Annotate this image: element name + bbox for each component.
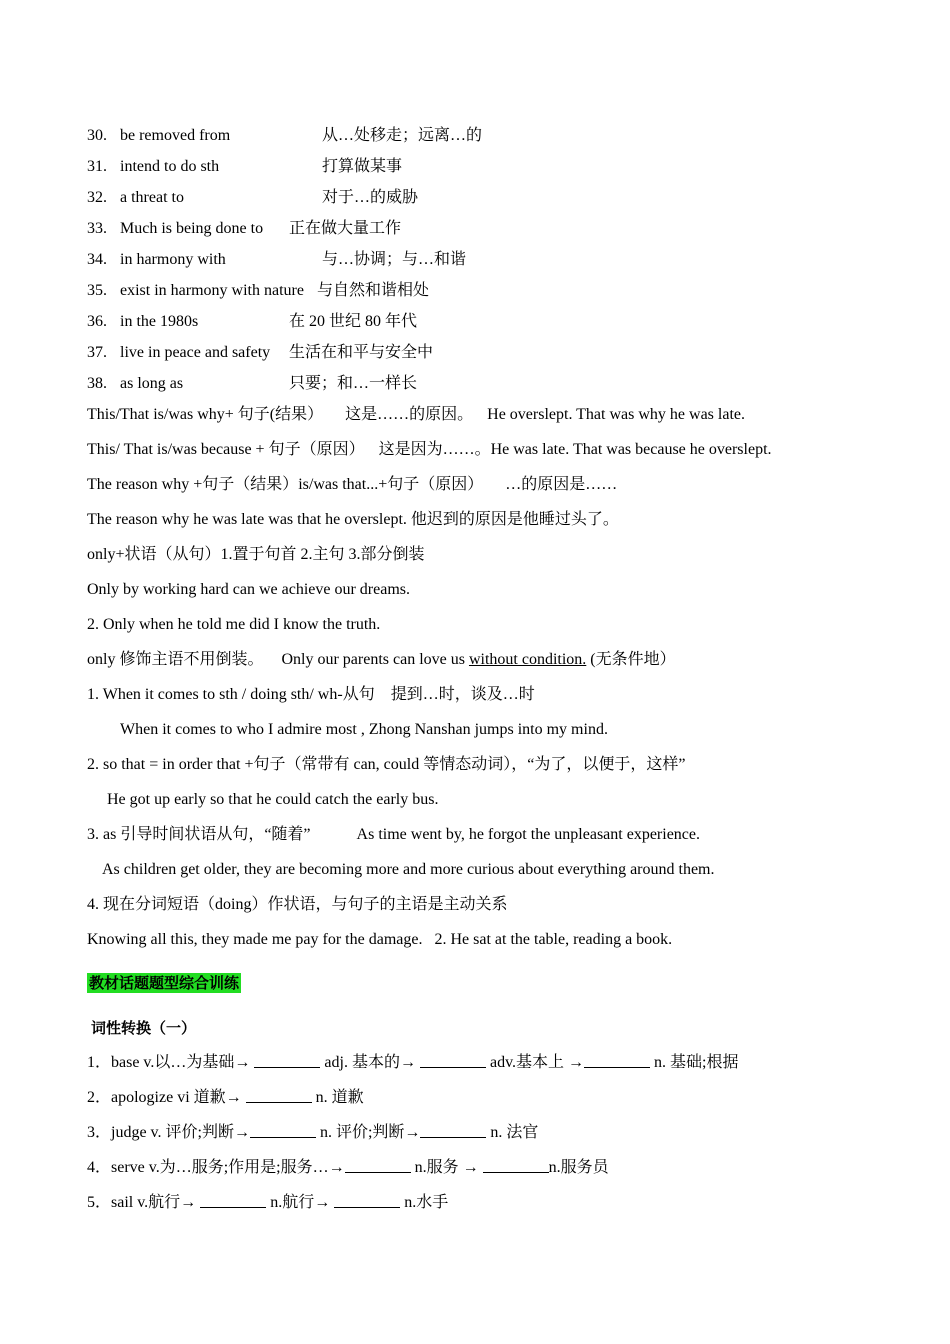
phrase-item: 38. as long as 只要；和…一样长 xyxy=(87,375,418,392)
exercise-item: 3．judge v. 评价;判断→ n. 评价;判断→ n. 法官 xyxy=(87,1124,539,1141)
phrase-item: 34. in harmony with 与…协调；与…和谐 xyxy=(87,251,467,268)
exercise-item: 2．apologize vi 道歉→ n. 道歉 xyxy=(87,1089,364,1106)
answer-blank[interactable] xyxy=(584,1053,650,1068)
grammar-line: only 修饰主语不用倒装。 Only our parents can love us without condition. (无条件地） xyxy=(87,651,676,668)
section-subtitle: 词性转换（一） xyxy=(91,1019,197,1037)
underlined-phrase: without condition. xyxy=(468,651,587,668)
phrase-item: 33. Much is being done to 正在做大量工作 xyxy=(87,220,402,237)
exercise-item: 4．serve v.为…服务;作用是;服务…→ n.服务 → n.服务员 xyxy=(87,1159,609,1176)
phrase-item: 37. live in peace and safety 生活在和平与安全中 xyxy=(87,344,434,361)
grammar-line: The reason why he was late was that he overslept. 他迟到的原因是他睡过头了。 xyxy=(87,511,619,528)
grammar-example: He got up early so that he could catch the early bus. xyxy=(107,791,439,808)
phrase-item: 36. in the 1980s 在 20 世纪 80 年代 xyxy=(87,313,418,330)
exercise-item: 1．base v.以…为基础→ adj. 基本的→ adv.基本上 → n. 基础;根据 xyxy=(87,1054,739,1071)
answer-blank[interactable] xyxy=(420,1123,486,1138)
grammar-line: 1. When it comes to sth / doing sth/ wh-从句 提到…时，谈及…时 xyxy=(87,686,535,703)
grammar-example: Only by working hard can we achieve our dreams. xyxy=(87,581,410,598)
answer-blank[interactable] xyxy=(420,1053,486,1068)
phrase-item: 32. a threat to 对于…的威胁 xyxy=(87,189,419,206)
grammar-line: This/ That is/was because + 句子（原因） 这是因为……。He was late. That was because he overslept. xyxy=(87,441,772,458)
grammar-line: 2. so that = in order that +句子（常带有 can, could 等情态动词），“为了，以便于，这样” xyxy=(87,756,686,773)
answer-blank[interactable] xyxy=(250,1123,316,1138)
grammar-line: The reason why +句子（结果）is/was that...+句子（原因） …的原因是…… xyxy=(87,476,618,493)
grammar-example: 2. Only when he told me did I know the truth. xyxy=(87,616,381,633)
grammar-line: 4. 现在分词短语（doing）作状语，与句子的主语是主动关系 xyxy=(87,896,508,913)
answer-blank[interactable] xyxy=(246,1088,312,1103)
grammar-example: Knowing all this, they made me pay for the damage. 2. He sat at the table, reading a book. xyxy=(87,931,673,948)
grammar-example: When it comes to who I admire most , Zhong Nanshan jumps into my mind. xyxy=(120,721,608,738)
answer-blank[interactable] xyxy=(200,1193,266,1208)
grammar-example: As children get older, they are becoming more and more curious about everything around them. xyxy=(102,861,715,878)
phrase-item: 35. exist in harmony with nature 与自然和谐相处 xyxy=(87,282,430,299)
answer-blank[interactable] xyxy=(334,1193,400,1208)
answer-blank[interactable] xyxy=(483,1158,549,1173)
answer-blank[interactable] xyxy=(254,1053,320,1068)
section-banner: 教材话题题型综合训练 xyxy=(89,974,240,992)
exercise-item: 5．sail v.航行→ n.航行→ n.水手 xyxy=(87,1194,449,1211)
phrase-item: 31. intend to do sth 打算做某事 xyxy=(87,158,403,175)
grammar-line: This/That is/was why+ 句子(结果） 这是……的原因。 He overslept. That was why he was late. xyxy=(87,406,745,423)
grammar-line: 3. as 引导时间状语从句，“随着” As time went by, he forgot the unpleasant experience. xyxy=(87,826,700,843)
answer-blank[interactable] xyxy=(345,1158,411,1173)
grammar-line: only+状语（从句）1.置于句首 2.主句 3.部分倒装 xyxy=(87,546,425,563)
phrase-item: 30. be removed from 从…处移走；远离…的 xyxy=(87,127,483,144)
